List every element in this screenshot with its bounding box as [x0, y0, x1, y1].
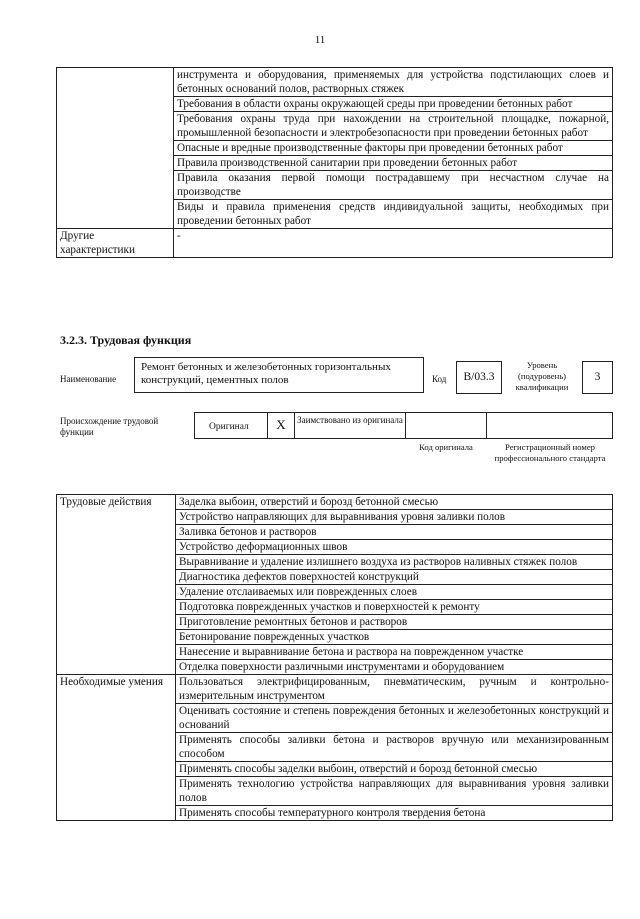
origin-code-caption: Код оригинала — [419, 442, 473, 452]
knowledge-item: инструмента и оборудования, применяемых для устройства подстилающих слоев и бетонных оснований полов, растворных стяжек — [174, 68, 613, 97]
original-box — [194, 412, 268, 439]
skill-item: Применять способы температурного контроля твердения бетона — [176, 806, 613, 821]
labor-action-item: Подготовка поврежденных участков и поверхностей к ремонту — [176, 600, 613, 615]
labor-action-item: Нанесение и выравнивание бетона и раствора на поврежденном участке — [176, 645, 613, 660]
origin-label: Происхождение трудовой функции — [60, 416, 159, 437]
skill-item: Пользоваться электрифицированным, пневматическим, ручным и контрольно-измерительным инструментом — [176, 675, 613, 704]
level-label: Уровень (подуровень) квалификации — [515, 360, 569, 392]
reg-number-caption: Регистрационный номер профессионального стандарта — [494, 442, 606, 463]
labor-action-item: Устройство направляющих для выравнивания уровня заливки полов — [176, 510, 613, 525]
labor-action-item: Удаление отслаиваемых или поврежденных слоев — [176, 585, 613, 600]
labor-action-item: Диагностика дефектов поверхностей конструкций — [176, 570, 613, 585]
code-value: В/03.3 — [463, 371, 495, 383]
labor-action-item: Устройство деформационных швов — [176, 540, 613, 555]
labor-action-item: Отделка поверхности различными инструментами и оборудованием — [176, 660, 613, 675]
origin-code-box — [405, 412, 487, 439]
skill-item: Применять способы заливки бетона и растворов вручную или механизированным способом — [176, 733, 613, 762]
knowledge-item: Опасные и вредные производственные факторы при проведении бетонных работ — [174, 141, 613, 156]
labor-action-item: Заливка бетонов и растворов — [176, 525, 613, 540]
original-label: Оригинал — [209, 422, 249, 432]
other-characteristics-value: - — [174, 229, 613, 258]
required-skills-label: Необходимые умения — [57, 675, 176, 821]
function-name-box — [134, 357, 424, 393]
labor-action-item: Бетонирование поврежденных участков — [176, 630, 613, 645]
other-characteristics-label: Другие характеристики — [57, 229, 174, 258]
borrowed-label: Заимствовано из оригинала — [297, 415, 403, 425]
skill-item: Применять технологию устройства направляющих для выравнивания уровня заливки полов — [176, 777, 613, 806]
labor-action-item: Выравнивание и удаление излишнего воздуха из растворов наливных стяжек полов — [176, 555, 613, 570]
reg-number-box — [486, 412, 613, 439]
labor-actions-label: Трудовые действия — [57, 495, 176, 675]
code-label: Код — [432, 374, 447, 384]
knowledge-item: Виды и правила применения средств индивидуальной защиты, необходимых при проведении бетонных работ — [174, 200, 613, 229]
original-mark-box — [267, 412, 295, 439]
name-label: Наименование — [60, 374, 117, 384]
level-box — [582, 361, 613, 394]
knowledge-table-continued — [56, 67, 613, 258]
knowledge-item: Правила оказания первой помощи пострадавшему при несчастном случае на производстве — [174, 171, 613, 200]
section-title: 3.2.3. Трудовая функция — [60, 333, 192, 347]
labor-action-item: Заделка выбоин, отверстий и борозд бетонной смесью — [176, 495, 613, 510]
knowledge-item: Требования охраны труда при нахождении на строительной площадке, пожарной, промышленной безопасности и электробезопасности при проведении бетонных работ — [174, 112, 613, 141]
knowledge-item: Правила производственной санитарии при проведении бетонных работ — [174, 156, 613, 171]
empty-label-cell — [57, 68, 174, 229]
knowledge-item: Требования в области охраны окружающей среды при проведении бетонных работ — [174, 97, 613, 112]
code-box — [456, 361, 502, 394]
skill-item: Применять способы заделки выбоин, отверстий и борозд бетонной смесью — [176, 762, 613, 777]
page-number: 11 — [314, 34, 326, 46]
level-value: 3 — [594, 371, 601, 383]
original-mark: X — [276, 417, 286, 432]
skill-item: Оценивать состояние и степень повреждения бетонных и железобетонных конструкций и оснований — [176, 704, 613, 733]
labor-action-item: Приготовление ремонтных бетонов и растворов — [176, 615, 613, 630]
borrowed-box — [294, 412, 406, 439]
function-name: Ремонт бетонных и железобетонных горизонтальных конструкций, цементных полов — [141, 361, 391, 386]
labor-function-table — [56, 494, 613, 821]
